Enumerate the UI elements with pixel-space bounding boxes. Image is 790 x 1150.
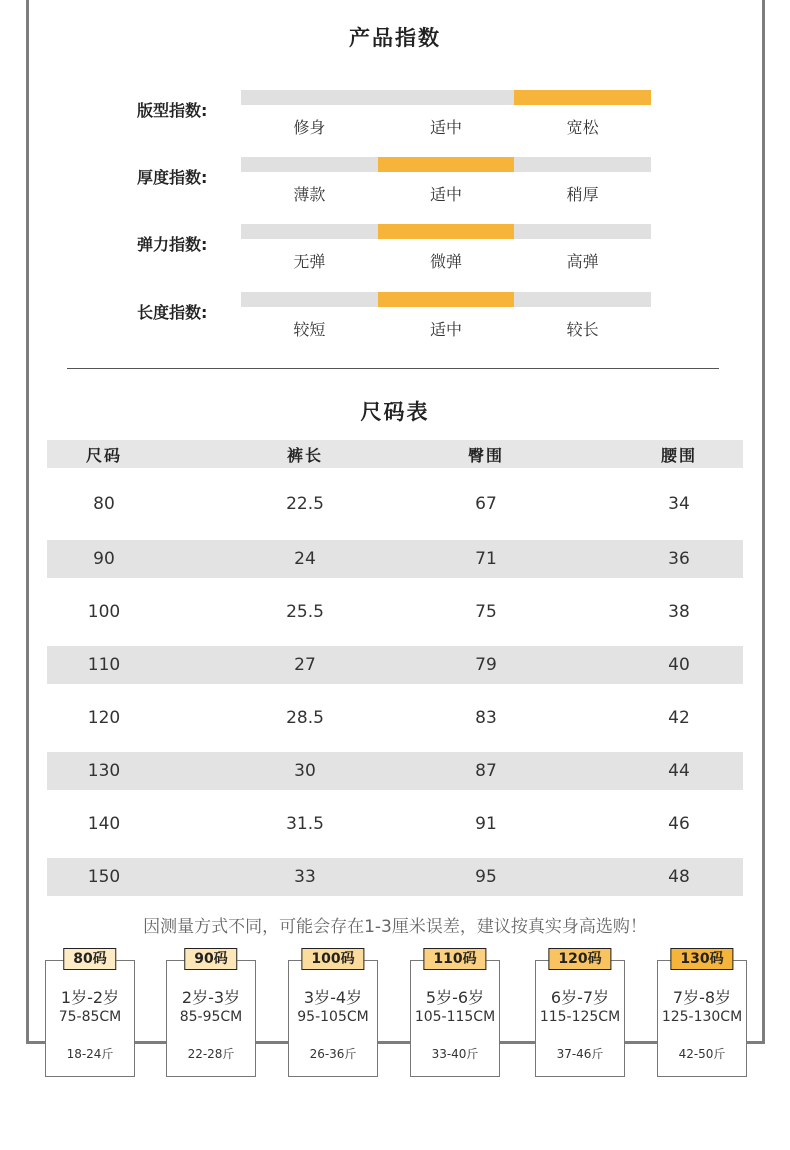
table-cell: 31.5 xyxy=(286,814,324,834)
index-option: 无弹 xyxy=(293,252,326,271)
index-bar-segment xyxy=(378,90,515,105)
table-cell: 38 xyxy=(668,602,690,622)
index-bar-segment xyxy=(514,292,651,307)
table-cell: 46 xyxy=(668,814,690,834)
index-option: 适中 xyxy=(430,118,463,137)
index-bar-segment xyxy=(241,292,378,307)
size-card-age: 2岁-3岁 xyxy=(181,988,241,1007)
table-row xyxy=(47,790,743,858)
table-row xyxy=(47,752,743,790)
size-card-tag: 120码 xyxy=(548,948,611,970)
index-bar-segment xyxy=(514,224,651,239)
table-row xyxy=(47,540,743,578)
product-index-title: 产品指数 xyxy=(349,26,441,50)
table-cell: 40 xyxy=(668,655,690,675)
index-label: 弹力指数: xyxy=(137,235,208,254)
size-card-tag: 130码 xyxy=(670,948,733,970)
table-cell: 110 xyxy=(87,655,121,675)
index-option: 薄款 xyxy=(293,185,326,204)
table-cell: 87 xyxy=(475,761,497,781)
size-card-weight: 26-36斤 xyxy=(309,1047,357,1061)
table-cell: 24 xyxy=(294,549,316,569)
size-card-height: 125-130CM xyxy=(661,1009,743,1025)
index-row xyxy=(0,292,790,352)
index-option: 微弹 xyxy=(430,252,463,271)
table-cell: 91 xyxy=(475,814,497,834)
size-card-weight: 22-28斤 xyxy=(187,1047,235,1061)
index-label: 厚度指数: xyxy=(137,168,208,187)
index-bar xyxy=(241,224,651,239)
size-card-height: 75-85CM xyxy=(58,1009,122,1025)
index-row xyxy=(0,157,790,217)
table-cell: 67 xyxy=(475,494,497,514)
index-bar-segment xyxy=(241,90,378,105)
size-card xyxy=(45,951,135,1077)
table-cell: 27 xyxy=(294,655,316,675)
index-option: 较短 xyxy=(293,320,326,339)
table-row xyxy=(47,858,743,896)
size-card-height: 105-115CM xyxy=(414,1009,496,1025)
size-table xyxy=(47,440,743,896)
table-header-row xyxy=(47,440,743,468)
size-card-weight: 42-50斤 xyxy=(678,1047,726,1061)
table-row xyxy=(47,646,743,684)
table-cell: 34 xyxy=(668,494,690,514)
index-bar-active-segment xyxy=(378,224,515,239)
index-options xyxy=(241,317,651,340)
table-cell: 100 xyxy=(87,602,121,622)
size-card-age: 6岁-7岁 xyxy=(550,988,610,1007)
table-cell: 130 xyxy=(87,761,121,781)
size-card-tag: 90码 xyxy=(184,948,237,970)
table-cell: 44 xyxy=(668,761,690,781)
table-cell: 79 xyxy=(475,655,497,675)
size-card-tag: 100码 xyxy=(301,948,364,970)
size-card-age: 1岁-2岁 xyxy=(60,988,120,1007)
index-bar-segment xyxy=(241,224,378,239)
size-card-weight: 18-24斤 xyxy=(66,1047,114,1061)
section-divider xyxy=(67,368,719,369)
table-cell: 25.5 xyxy=(286,602,324,622)
table-cell: 33 xyxy=(294,867,316,887)
index-bar xyxy=(241,157,651,172)
index-option: 宽松 xyxy=(566,118,599,137)
table-cell: 36 xyxy=(668,549,690,569)
index-bar-active-segment xyxy=(378,292,515,307)
size-card-tag: 80码 xyxy=(63,948,116,970)
index-bar-active-segment xyxy=(378,157,515,172)
table-cell: 48 xyxy=(668,867,690,887)
index-bar-active-segment xyxy=(514,90,651,105)
table-header-cell: 臀围 xyxy=(467,445,505,465)
size-card-height: 115-125CM xyxy=(539,1009,621,1025)
size-card-age: 3岁-4岁 xyxy=(303,988,363,1007)
table-cell: 71 xyxy=(475,549,497,569)
index-label: 版型指数: xyxy=(137,101,208,120)
index-label: 长度指数: xyxy=(137,303,208,322)
index-option: 适中 xyxy=(430,185,463,204)
table-row xyxy=(47,684,743,752)
table-cell: 22.5 xyxy=(286,494,324,514)
table-cell: 42 xyxy=(668,708,690,728)
index-row xyxy=(0,224,790,284)
index-options xyxy=(241,182,651,205)
table-cell: 83 xyxy=(475,708,497,728)
index-option: 高弹 xyxy=(566,252,599,271)
table-cell: 75 xyxy=(475,602,497,622)
measurement-note: 因测量方式不同，可能会存在1-3厘米误差，建议按真实身高选购！ xyxy=(143,917,647,937)
table-cell: 28.5 xyxy=(286,708,324,728)
table-row xyxy=(47,578,743,646)
index-bar-segment xyxy=(514,157,651,172)
size-card xyxy=(288,951,378,1077)
table-cell: 150 xyxy=(87,867,121,887)
size-card-height: 85-95CM xyxy=(179,1009,243,1025)
table-cell: 90 xyxy=(93,549,115,569)
table-cell: 95 xyxy=(475,867,497,887)
table-cell: 140 xyxy=(87,814,121,834)
table-header-cell: 腰围 xyxy=(660,445,698,465)
index-bar xyxy=(241,292,651,307)
index-option: 较长 xyxy=(566,320,599,339)
index-bar xyxy=(241,90,651,105)
index-option: 适中 xyxy=(430,320,463,339)
index-options xyxy=(241,249,651,272)
index-options xyxy=(241,115,651,138)
table-cell: 80 xyxy=(93,494,115,514)
size-card-height: 95-105CM xyxy=(297,1009,369,1025)
table-cell: 120 xyxy=(87,708,121,728)
size-card xyxy=(535,951,625,1077)
size-card xyxy=(657,951,747,1077)
table-header-cell: 尺码 xyxy=(85,445,123,465)
size-card-weight: 37-46斤 xyxy=(556,1047,604,1061)
index-row xyxy=(0,90,790,150)
size-card-age: 7岁-8岁 xyxy=(672,988,732,1007)
size-card-tag: 110码 xyxy=(423,948,486,970)
size-card-age: 5岁-6岁 xyxy=(425,988,485,1007)
table-header-cell: 裤长 xyxy=(286,445,324,465)
size-card xyxy=(166,951,256,1077)
table-row xyxy=(47,468,743,540)
size-card-weight: 33-40斤 xyxy=(431,1047,479,1061)
table-cell: 30 xyxy=(294,761,316,781)
index-option: 修身 xyxy=(293,118,326,137)
size-card xyxy=(410,951,500,1077)
frame-bottom-border xyxy=(26,1041,765,1044)
index-option: 稍厚 xyxy=(566,185,599,204)
size-chart-title: 尺码表 xyxy=(360,400,430,424)
index-bar-segment xyxy=(241,157,378,172)
